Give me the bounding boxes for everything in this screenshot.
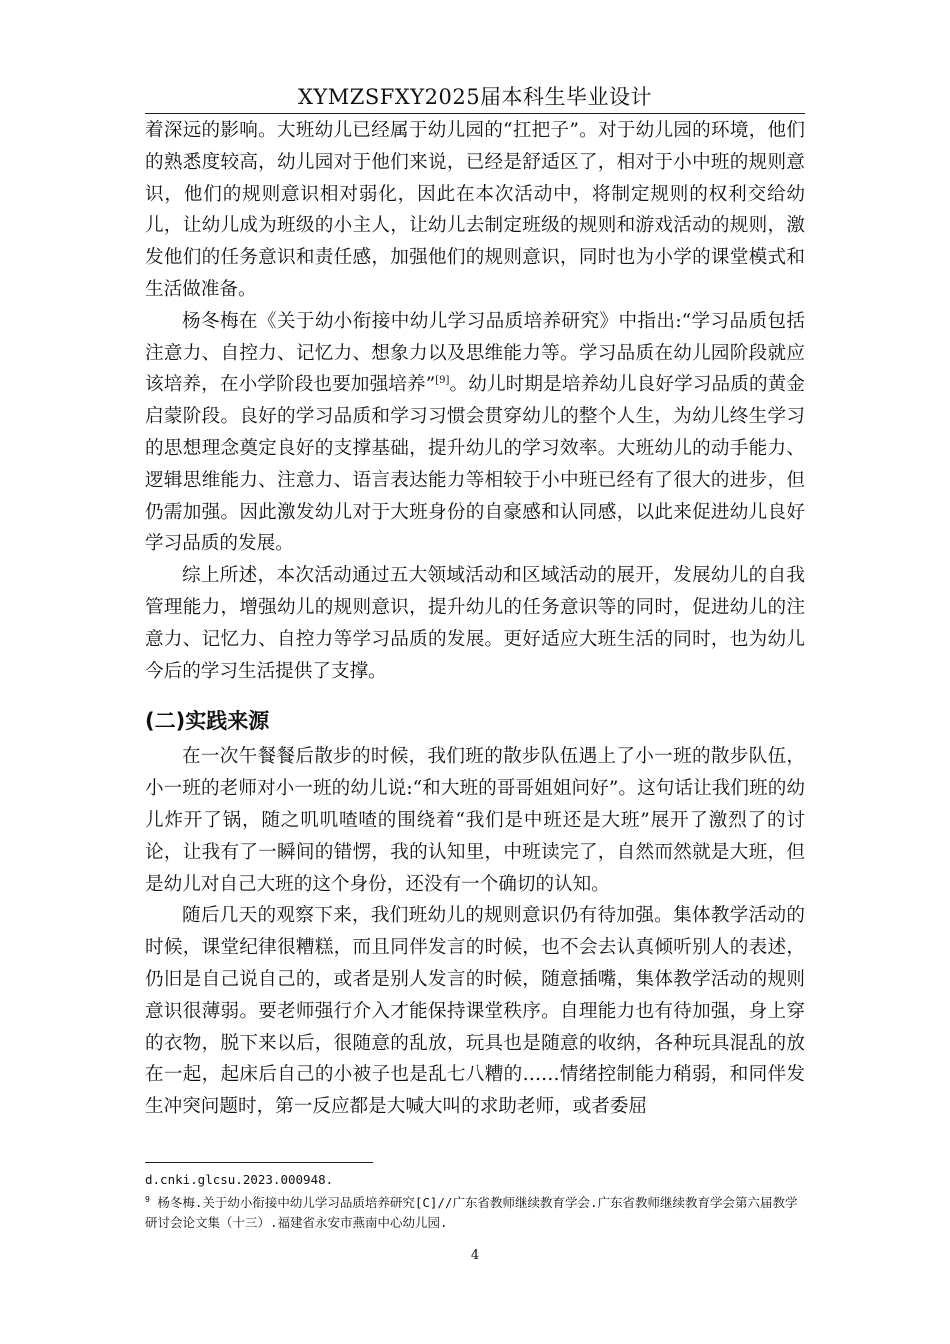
- footnote-marker: 9: [145, 1195, 150, 1204]
- footnotes: [145, 1170, 805, 1233]
- page-number: 4: [470, 1248, 480, 1263]
- paragraph-2-text-a: 杨冬梅在《关于幼小衔接中幼儿学习品质培养研究》中指出:“学习品质包括注意力、自控力、记忆力、想象力以及思维能力等。学习品质在幼儿园阶段就应该培养，在小学阶段也要加强培养”: [145, 310, 805, 396]
- main-content: [145, 115, 805, 1123]
- paragraph-2-text-b: 。幼儿时期是培养幼儿良好学习品质的黄金启蒙阶段。良好的学习品质和学习习惯会贯穿幼儿的整个人生，为幼儿终生学习的思想理念奠定良好的支撑基础，提升幼儿的学习效率。大班幼儿的动手能力、逻辑思维能力、注意力、语言表达能力等相较于小中班已经有了很大的进步，但仍需加强。因此激发幼儿对于大班身份的自豪感和认同感，以此来促进幼儿良好学习品质的发展。: [145, 374, 805, 555]
- footnote-continuation: d.cnki.glcsu.2023.000948.: [145, 1172, 334, 1187]
- header-divider: [145, 113, 805, 114]
- citation-ref-9: [9]: [435, 375, 450, 387]
- footnote-9: [145, 1190, 805, 1233]
- paragraph-4: 在一次午餐餐后散步的时候，我们班的散步队伍遇上了小一班的散步队伍，小一班的老师对小一班的幼儿说:“和大班的哥哥姐姐问好”。这句话让我们班的幼儿炸开了锅，随之叽叽喳喳的围绕着“我们是中班还是大班”展开了激烈了的讨论，让我有了一瞬间的错愣，我的认知里，中班读完了，自然而然就是大班，但是幼儿对自己大班的这个身份，还没有一个确切的认知。: [145, 746, 805, 895]
- paragraph-3: 综上所述，本次活动通过五大领域活动和区域活动的展开，发展幼儿的自我管理能力，增强幼儿的规则意识，提升幼儿的任务意识等的同时，促进幼儿的注意力、记忆力、自控力等学习品质的发展。更好适应大班生活的同时，也为幼儿今后的学习生活提供了支撑。: [145, 565, 805, 682]
- paragraph-1: 着深远的影响。大班幼儿已经属于幼儿园的“扛把子”。对于幼儿园的环境，他们的熟悉度较高，幼儿园对于他们来说，已经是舒适区了，相对于小中班的规则意识，他们的规则意识相对弱化，因此在本次活动中，将制定规则的权利交给幼儿，让幼儿成为班级的小主人，让幼儿去制定班级的规则和游戏活动的规则，激发他们的任务意识和责任感，加强他们的规则意识，同时也为小学的课堂模式和生活做准备。: [145, 120, 805, 300]
- page-header: XYMZSFXY2025届本科生毕业设计: [297, 85, 653, 109]
- footnote-9-text: 杨冬梅.关于幼小衔接中幼儿学习品质培养研究[C]//广东省教师继续教育学会.广东省教师继续教育学会第六届教学研讨会论文集（十三）.福建省永安市燕南中心幼儿园.: [145, 1195, 798, 1230]
- footnote-divider: [145, 1162, 373, 1163]
- paragraph-2: [145, 306, 805, 560]
- paragraph-5: 随后几天的观察下来，我们班幼儿的规则意识仍有待加强。集体教学活动的时候，课堂纪律很糟糕，而且同伴发言的时候，也不会去认真倾听别人的表述，仍旧是自己说自己的，或者是别人发言的时候，随意插嘴，集体教学活动的规则意识很薄弱。要老师强行介入才能保持课堂秩序。自理能力也有待加强，身上穿的衣物，脱下来以后，很随意的乱放，玩具也是随意的收纳，各种玩具混乱的放在一起，起床后自己的小被子也是乱七八糟的……情绪控制能力稍弱，和同伴发生冲突问题时，第一反应都是大喊大叫的求助老师，或者委屈: [145, 905, 805, 1118]
- section-heading: (二)实践来源: [145, 709, 270, 734]
